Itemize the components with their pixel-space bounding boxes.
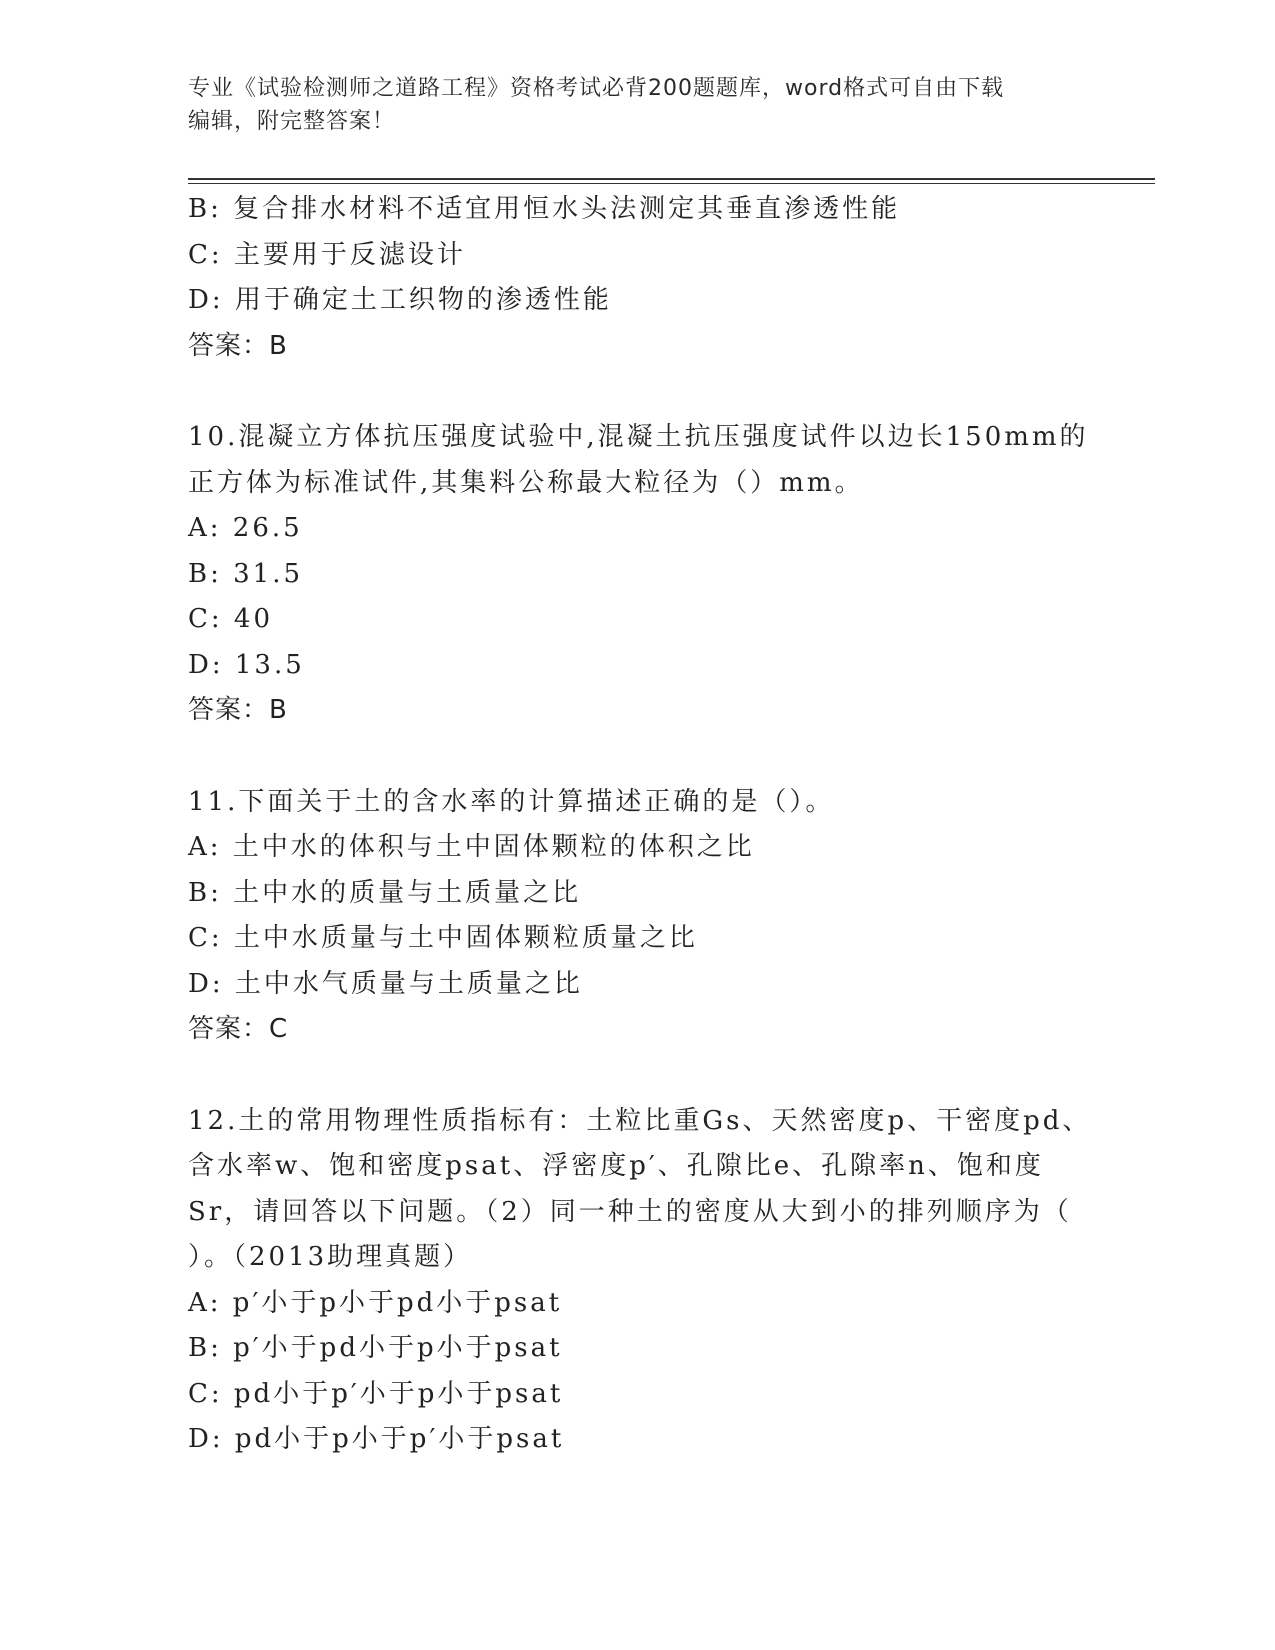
option-a: A: 26.5 [188,513,303,543]
question-9-tail [188,187,1108,369]
question-stem: 含水率w、饱和密度psat、浮密度p′、孔隙比e、孔隙率n、饱和度 [188,1151,1044,1181]
question-11 [188,780,1108,1053]
option-d: D: 13.5 [188,649,305,680]
option-c: C: 土中水质量与土中固体颗粒质量之比 [188,923,698,953]
option-a: A: p′小于p小于pd小于psat [188,1287,563,1318]
question-content [188,187,1108,1463]
option-d: D: pd小于p小于p′小于psat [188,1424,565,1454]
option-d: D: 土中水气质量与土质量之比 [188,968,583,999]
spacer [188,734,1108,780]
option-a: A: 土中水的体积与土中固体颗粒的体积之比 [188,832,755,862]
question-10 [188,415,1108,734]
question-stem: 11.下面关于土的含水率的计算描述正确的是（）。 [188,786,835,817]
option-c: C: 主要用于反滤设计 [188,239,466,270]
option-c: C: pd小于p′小于p小于psat [188,1378,564,1409]
question-stem: ）。（2013助理真题） [188,1242,473,1272]
spacer [188,1053,1108,1099]
option-b: B: 土中水的质量与土质量之比 [188,877,582,908]
header-divider-thin [188,183,1155,184]
question-12 [188,1099,1108,1463]
header-title-line-1: 专业《试验检测师之道路工程》资格考试必背200题题库，word格式可自由下载 [188,76,1005,101]
answer-label: 答案：B [188,330,288,361]
option-b: B: p′小于pd小于p小于psat [188,1333,563,1363]
question-stem: 12.土的常用物理性质指标有：土粒比重Gs、天然密度p、干密度pd、 [188,1105,1092,1136]
option-d: D: 用于确定土工织物的渗透性能 [188,285,612,315]
option-b: B: 31.5 [188,558,304,589]
question-stem: 10.混凝立方体抗压强度试验中,混凝土抗压强度试件以边长150mm的 [188,422,1089,452]
answer-label: 答案：C [188,1014,289,1044]
document-header [188,72,1088,138]
answer-label: 答案：B [188,695,288,725]
question-stem: 正方体为标准试件,其集料公称最大粒径为（）mm。 [188,467,864,498]
header-title-line-2: 编辑，附完整答案！ [188,109,396,134]
option-b: B: 复合排水材料不适宜用恒水头法测定其垂直渗透性能 [188,194,901,224]
header-divider-thick [188,178,1155,180]
spacer [188,369,1108,415]
option-c: C: 40 [188,604,274,634]
question-stem: Sr，请回答以下问题。（2）同一种土的密度从大到小的排列顺序为（ [188,1196,1072,1227]
